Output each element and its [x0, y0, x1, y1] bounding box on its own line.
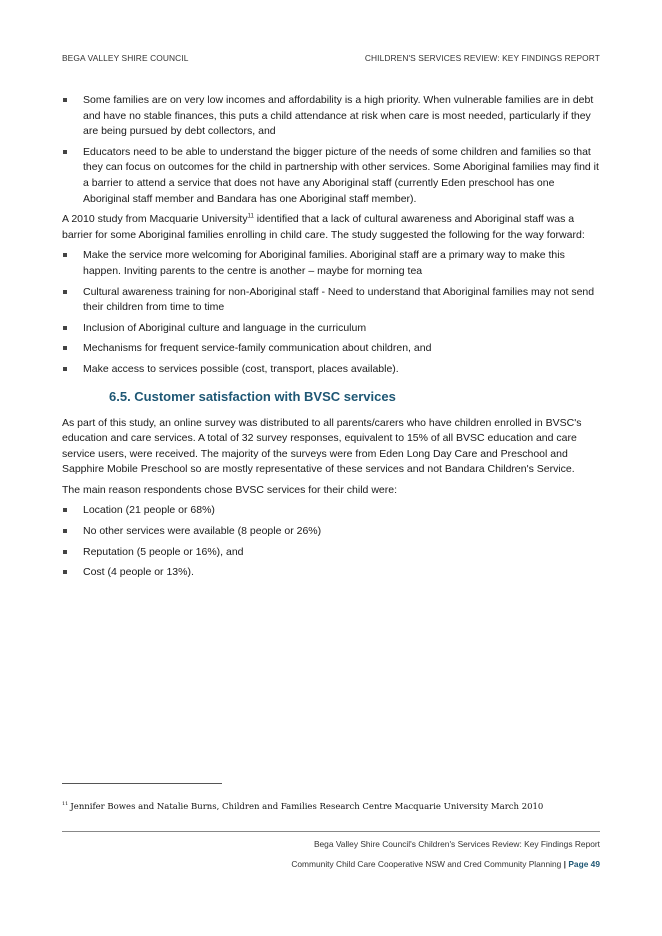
footer-divider	[62, 831, 600, 832]
bullet-list-barriers	[62, 93, 602, 207]
list-item: Mechanisms for frequent service-family communication about children, and	[62, 341, 602, 357]
header-council-name: BEGA VALLEY SHIRE COUNCIL	[62, 53, 189, 63]
bullet-list-way-forward	[62, 248, 602, 377]
page-body	[62, 93, 602, 586]
reasons-intro: The main reason respondents chose BVSC services for their child were:	[62, 483, 397, 496]
list-item: Some families are on very low incomes and affordability is a high priority. When vulnerable families are in debt and have no stable finances, this puts a child attendance at risk when care is most needed, particularly if they are being pursued by debt collectors, and	[62, 93, 602, 140]
list-item: Inclusion of Aboriginal culture and language in the curriculum	[62, 321, 602, 337]
list-item: Reputation (5 people or 16%), and	[62, 545, 602, 561]
footer-report-title: Bega Valley Shire Council's Children's Services Review: Key Findings Report	[313, 839, 600, 849]
list-item: Educators need to be able to understand the bigger picture of the needs of some children and families so that they can focus on outcomes for the child in partnership with other services. Some Aboriginal families may find it a barrier to attend a service that does not have any Aboriginal staff (currently Eden preschool has one Aboriginal staff member and Bandara has one Aboriginal staff member).	[62, 145, 602, 207]
section-heading: 6.5. Customer satisfaction with BVSC services	[109, 388, 396, 404]
list-item: Cultural awareness training for non-Aboriginal staff - Need to understand that Aboriginal families may not send their children from time to time	[62, 285, 602, 316]
page-number: Page 49	[568, 859, 600, 869]
footnote-divider	[62, 783, 222, 784]
list-item: Make access to services possible (cost, transport, places available).	[62, 362, 602, 378]
list-item: No other services were available (8 people or 26%)	[62, 524, 602, 540]
footnote-reference: 11	[247, 213, 254, 220]
list-item: Make the service more welcoming for Aboriginal families. Aboriginal staff are a primary way to make this happen. Inviting parents to the centre is another – maybe for morning tea	[62, 248, 602, 279]
footer-credits	[291, 859, 600, 869]
study-paragraph	[62, 212, 602, 243]
study-text-end: identified that a lack of cultural awareness and Aboriginal staff was a barrier for some Aboriginal families enrolling in child care. The study suggested the following for the way forward:	[62, 213, 585, 241]
bullet-list-reasons	[62, 503, 602, 580]
list-item: Cost (4 people or 13%).	[62, 565, 602, 581]
footer-authors: Community Child Care Cooperative NSW and Cred Community Planning	[291, 859, 562, 869]
survey-paragraph: As part of this study, an online survey was distributed to all parents/carers who have children enrolled in BVSC's education and care services. A total of 32 survey responses, equivalent to 15% of all BVSC education and care service users, were received. The majority of the surveys were from Eden Long Day Care and Preschool and Sapphire Mobile Preschool so are mostly representative of these services and not Bandara Children's Service.	[62, 416, 582, 476]
footer-separator: |	[563, 859, 566, 869]
footnote	[62, 801, 543, 812]
study-text-start: A 2010 study from Macquarie University	[62, 213, 248, 226]
footnote-text: Jennifer Bowes and Natalie Burns, Children and Families Research Centre Macquarie University March 2010	[70, 801, 544, 812]
list-item: Location (21 people or 68%)	[62, 503, 602, 519]
footnote-mark: 11	[62, 801, 69, 807]
header-report-title: CHILDREN'S SERVICES REVIEW: KEY FINDINGS REPORT	[364, 53, 600, 63]
